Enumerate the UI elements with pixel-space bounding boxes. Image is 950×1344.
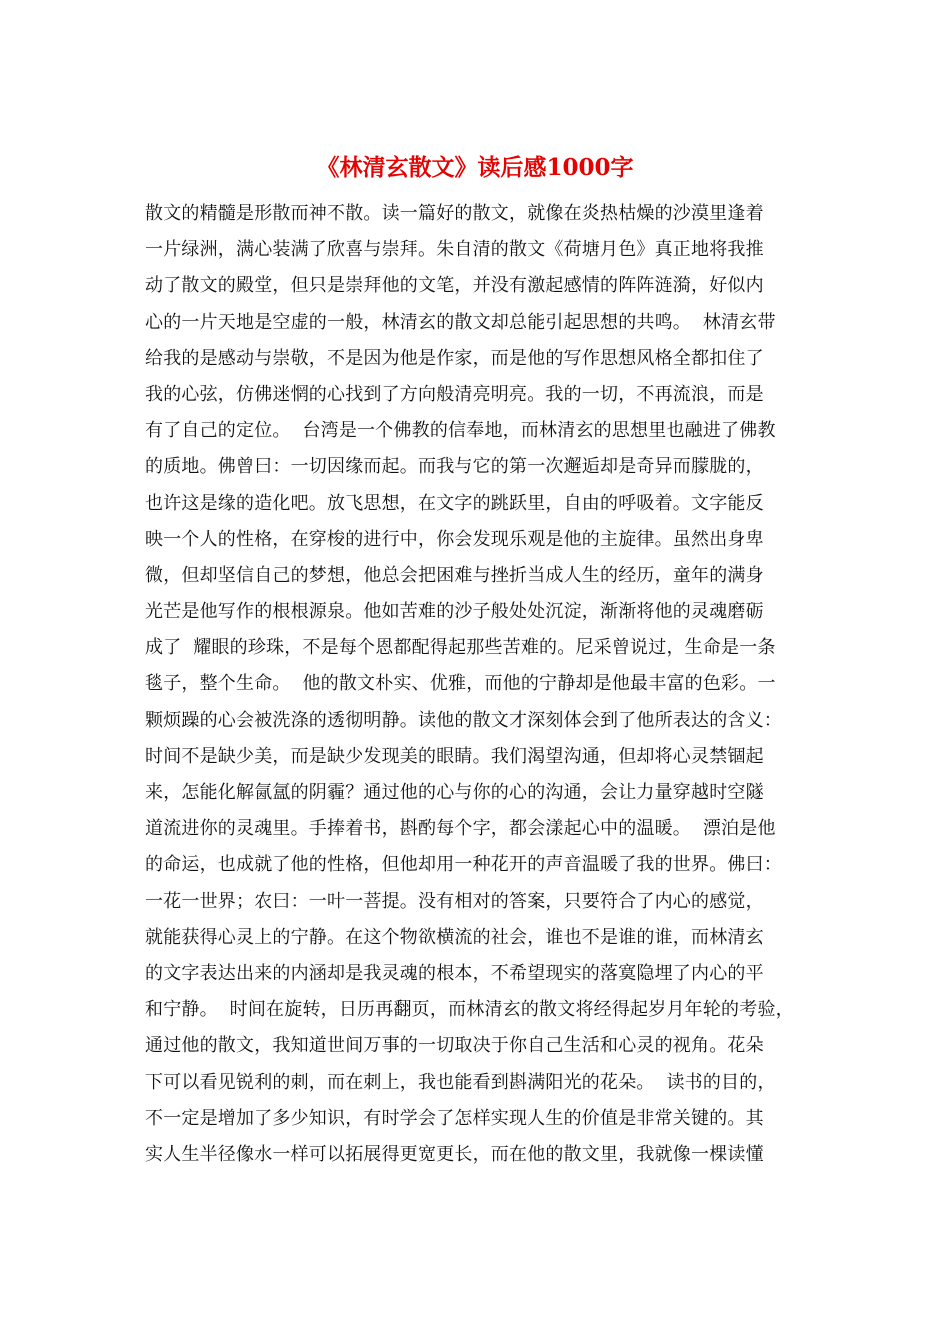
body-text-line: 的质地。佛曾曰：一切因缘而起。而我与它的第一次邂逅却是奇异而朦胧的，: [145, 456, 764, 478]
body-text-line: 通过他的散文，我知道世间万事的一切取决于你自己生活和心灵的视角。花朵: [145, 1035, 764, 1057]
body-text-line: 一花一世界；农曰：一叶一菩提。没有相对的答案，只要符合了内心的感觉，: [145, 890, 764, 912]
body-text-line: 的命运，也成就了他的性格，但他却用一种花开的声音温暖了我的世界。佛曰：: [145, 854, 782, 876]
body-text-line: 给我的是感动与崇敬，不是因为他是作家，而是他的写作思想风格全都扣住了: [145, 347, 764, 369]
body-text-line: 微，但却坚信自己的梦想，他总会把困难与挫折当成人生的经历，童年的满身: [145, 564, 764, 586]
body-text-line: 一片绿洲，满心装满了欣喜与崇拜。朱自清的散文《荷塘月色》真正地将我推: [145, 239, 764, 261]
body-text-line: 散文的精髓是形散而神不散。读一篇好的散文，就像在炎热枯燥的沙漠里逢着: [145, 203, 764, 224]
body-text-line: 来，怎能化解氤氲的阴霾？通过他的心与你的心的沟通，会让力量穿越时空隧: [145, 782, 764, 803]
body-text-line: 我的心弦，仿佛迷惘的心找到了方向般清亮明亮。我的一切，不再流浪，而是: [145, 383, 764, 405]
body-text-line: 和宁静。 时间在旋转，日历再翻页，而林清玄的散文将经得起岁月年轮的考验，: [145, 999, 794, 1021]
body-text-line: 道流进你的灵魂里。手捧着书，斟酌每个字，都会漾起心中的温暖。 漂泊是他: [145, 818, 776, 840]
body-text-line: 实人生半径像水一样可以拓展得更宽更长，而在他的散文里，我就像一棵读懂: [145, 1143, 764, 1165]
body-text-line: 光芒是他写作的根根源泉。他如苦难的沙子般处处沉淀，渐渐将他的灵魂磨砺: [145, 601, 764, 623]
document-title: 《林清玄散文》读后感1000字: [316, 154, 634, 181]
body-text-line: 不一定是增加了多少知识，有时学会了怎样实现人生的价值是非常关键的。其: [145, 1107, 764, 1129]
body-text-line: 时间不是缺少美，而是缺少发现美的眼睛。我们渴望沟通，但却将心灵禁锢起: [145, 745, 764, 767]
body-text-line: 颗烦躁的心会被洗涤的透彻明静。读他的散文才深刻体会到了他所表达的含义：: [145, 709, 782, 731]
body-text-line: 成了 耀眼的珍珠，不是每个恩都配得起那些苦难的。尼采曾说过，生命是一条: [145, 637, 776, 659]
body-text-line: 动了散文的殿堂，但只是崇拜他的文笔，并没有激起感情的阵阵涟漪，好似内: [145, 275, 764, 297]
body-text-line: 下可以看见锐利的刺，而在刺上，我也能看到斟满阳光的花朵。 读书的目的，: [145, 1071, 776, 1093]
body-text-line: 有了自己的定位。 台湾是一个佛教的信奉地，而林清玄的思想里也融进了佛教: [145, 420, 776, 442]
document-body: [145, 196, 825, 1173]
body-text-line: 毯子，整个生命。 他的散文朴实、优雅，而他的宁静却是他最丰富的色彩。一: [145, 673, 776, 695]
body-text-line: 的文字表达出来的内涵却是我灵魂的根本，不希望现实的落寞隐埋了内心的平: [145, 962, 764, 984]
body-text-line: 也许这是缘的造化吧。放飞思想，在文字的跳跃里，自由的呼吸着。文字能反: [145, 492, 764, 514]
body-text-line: 心的一片天地是空虚的一般，林清玄的散文却总能引起思想的共鸣。 林清玄带: [145, 311, 776, 333]
body-text-line: 映一个人的性格，在穿梭的进行中，你会发现乐观是他的主旋律。虽然出身卑: [145, 528, 764, 550]
body-text-line: 就能获得心灵上的宁静。在这个物欲横流的社会，谁也不是谁的谁，而林清玄: [145, 926, 764, 948]
